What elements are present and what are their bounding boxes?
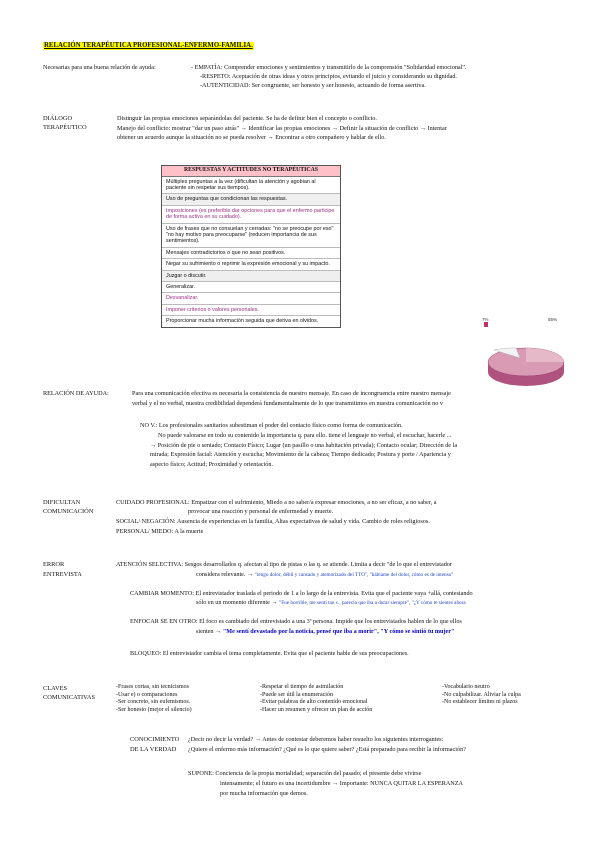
verdad-q1: ¿Decir no decir la verdad? → Antes de contestar deberemos haber resuelto los siguientes interrogantes: bbox=[188, 736, 444, 743]
table-row: Uso de frases que no consuelan y cerradas: "no se preocupe por eso" "no hay motivo para preocuparse" (reducen importancia de sus sentimientos). bbox=[162, 224, 340, 248]
cambiar-momento bbox=[130, 590, 473, 598]
dialogo-line-1: Distinguir las propias emociones separándolas del paciente. Se ha de definir bien el concepto o conflicto. bbox=[117, 115, 377, 122]
prof-head: CUIDADO PROFESIONAL: bbox=[116, 499, 190, 506]
enfocar-quote: "Me sentí devastado por la noticia, pensé que iba a morir", "Y cómo se sintió tu mujer" bbox=[222, 628, 455, 635]
dificultan-label-2: COMUNICACIÓN bbox=[43, 508, 94, 515]
pie-label-a: 7% bbox=[482, 317, 489, 322]
table-row: Generalizar. bbox=[162, 282, 340, 293]
supone-head: SUPONE: bbox=[188, 770, 214, 777]
dificultan-social bbox=[116, 518, 430, 526]
social-head: SOCIAL/ NEGACIÓN: bbox=[116, 518, 176, 525]
verdad-q2: ¿Quiere el enfermo más información? ¿Qué es lo que quiere saber? ¿Está preparado para recibir la información? bbox=[188, 746, 466, 753]
claves-col-1 bbox=[116, 684, 256, 714]
claves-col-3 bbox=[442, 684, 592, 707]
table-header: RESPUESTAS Y ACTITUDES NO TERAPÉUTICAS bbox=[162, 166, 340, 177]
dialogo-label-2: TERAPÉUTICO bbox=[43, 124, 87, 131]
dialogo-label-1: DIÁLOGO bbox=[43, 115, 73, 122]
dificultan-personal bbox=[116, 528, 203, 536]
bloqueo-head: BLOQUEO: bbox=[130, 650, 162, 657]
list-item: -Ser honesto (mejor el silencio) bbox=[116, 706, 192, 713]
table-row: Negar su sufrimiento o reprimir la expresión emocional y su impacto. bbox=[162, 259, 340, 270]
respeto-text: -RESPETO: Aceptación de otras ideas y otros principios, evitando el juicio y considerando su dignidad. bbox=[200, 73, 457, 80]
enfocar-otro bbox=[130, 618, 462, 626]
atencion-text-2: considera relevante. → bbox=[196, 571, 254, 578]
atencion-head: ATENCIÓN SELECTIVA: bbox=[116, 561, 184, 568]
atencion-selectiva bbox=[116, 561, 452, 569]
enfocar-line-2 bbox=[196, 628, 454, 636]
list-item: -Puede ser útil la enumeración bbox=[260, 691, 333, 698]
cambiar-line-2 bbox=[196, 599, 466, 608]
table-row: Desvanalizar. bbox=[162, 293, 340, 304]
ayuda-line-2: verbal y el no verbal, nuestra credibilidad dependerá fundamentalmente de lo que transmitimos en nuestra comunicación no v bbox=[132, 400, 443, 407]
enfocar-head: ENFOCAR SE EN OTRO: bbox=[130, 618, 198, 625]
empatia-text: - EMPATÍA: Comprender emociones y sentimientos y transmitirlo de la comprensión "Solidaridad emocional". bbox=[191, 64, 467, 71]
autenticidad-text: -AUTENTICIDAD: Ser congruente, ser honesto y ser honesto, actuando de forma asertiva. bbox=[200, 82, 426, 89]
pie-slice-medium bbox=[526, 348, 564, 362]
supone-line-1 bbox=[188, 770, 421, 778]
claves-label-2: COMUNICATIVAS bbox=[43, 694, 96, 701]
pie-label-b: 55% bbox=[548, 317, 558, 322]
cambiar-text-2: sólo en un momento diferente → bbox=[196, 599, 278, 606]
supone-text-1: Conciencia de la propia mortalidad; separación del pasado; el presente debe vivirse bbox=[215, 770, 422, 777]
list-item: -No culpabilizar. Aliviar la culpa bbox=[442, 691, 521, 698]
bloqueo bbox=[130, 650, 409, 658]
table-row: Proporcionar mucha información seguida que deriva en olvidos. bbox=[166, 318, 319, 325]
table-row: Imposiciones (es preferible dar opciones para que el enfermo participe de forma activa en su cuidado). bbox=[162, 206, 340, 224]
cambiar-text-1: El entrevistador traslada el periodo de 1 a lo largo de la entrevista. Evita que el paciente vaya +allá, contestando bbox=[195, 590, 473, 597]
table-row: Imponer criterios o valores personales. bbox=[162, 305, 340, 316]
list-item: -Frases cortas, sin tecnicismos bbox=[116, 684, 189, 690]
non-therapeutic-table bbox=[161, 165, 341, 328]
nov-line-3: → Posición de pie o sentado; Contacto Físico; Lugar (un pasillo o una habitación privada); Contacto ocular; Dirección de la bbox=[150, 442, 458, 449]
pie-chart-figure bbox=[464, 314, 574, 394]
atencion-text-1: Sesgos desarrollados q. afectan al tipo de pistas o las q. se atiende. Limita a decir "de lo que el entrevistador bbox=[184, 561, 452, 568]
supone-text-2: intensamente; el futuro es una incertidumbre → Importante: NUNCA QUITAR LA ESPERANZA bbox=[220, 780, 464, 787]
dialogo-line-2: Manejo del conflicto: mostrar "dar un paso atrás" → Identificar las propias emociones → Definir la situación de conflicto → Intentar bbox=[117, 125, 447, 132]
error-label-2: ENTREVISTA bbox=[43, 571, 82, 578]
table-row: Uso de preguntas que condicionan las respuestas. bbox=[162, 194, 340, 205]
prof-text-2: provocar una reacción y personal de enfermedad y muerte. bbox=[188, 508, 334, 515]
dificultan-label-1: DIFICULTAN bbox=[43, 499, 81, 506]
verdad-label-2: DE LA VERDAD bbox=[130, 746, 177, 753]
personal-head: PERSONAL/ MIEDO: bbox=[116, 528, 174, 535]
error-label-1: ERROR bbox=[43, 561, 65, 568]
enfocar-text-1: El foco es cambiado del entrevistado a una 3ª persona. Impide que los entrevistados hablen de lo que ellos bbox=[199, 618, 462, 625]
cambiar-head: CAMBIAR MOMENTO: bbox=[130, 590, 195, 597]
claves-col-2 bbox=[260, 684, 440, 714]
list-item: -Respetar el tiempo de asimilación bbox=[260, 684, 344, 690]
atencion-quote: "tengo dolor, débil y cansado y atemorizado del TTO", "háblame del dolor, cómo es de intenso" bbox=[254, 572, 454, 578]
needs-label: Necesarias para una buena relación de ayuda: bbox=[43, 64, 156, 71]
nov-line-5: aspecto físico; Actitud; Proximidad y orientación. bbox=[150, 461, 274, 468]
list-item: -Vocabulario neutro bbox=[442, 684, 490, 690]
list-item: -Ser concreto, sin eufemismos. bbox=[116, 699, 191, 706]
claves-label-1: CLAVES bbox=[43, 685, 68, 692]
nov-line-2: No puede valorarse en todo su contenido la importancia q. para ello. tiene el lenguaje no verbal, el escuchar, hacerle ... bbox=[158, 432, 452, 439]
bloqueo-text: El entrevistador cambia el tema completamente. Evita que el paciente hable de sus preocupaciones. bbox=[162, 650, 409, 657]
prof-text-1: Empatizar con el sufrimiento, Miedo a no saber/a expresar emociones, a no ser eficaz, a no saber, a bbox=[191, 499, 437, 506]
pie-chart bbox=[484, 322, 564, 386]
enfocar-text-2: sienten → bbox=[196, 628, 222, 635]
list-item: -Usar e) o comparaciones bbox=[116, 691, 178, 698]
ayuda-label: RELACIÓN DE AYUDA: bbox=[43, 390, 109, 397]
dificultan-prof bbox=[116, 499, 437, 507]
page-title: RELACIÓN TERAPÉUTICA PROFESIONAL-ENFERMO-FAMILIA. bbox=[44, 42, 253, 49]
personal-text: A la muerte bbox=[174, 528, 204, 535]
list-item: -Hacer un resumen y ofrecer un plan de acción bbox=[260, 706, 373, 713]
social-text: Ausencia de experiencias en la familia, Altas expectativas de salud y vida. Cambio de roles religiosos. bbox=[176, 518, 430, 525]
table-row: Múltiples preguntas a la vez (dificultan la atención y agobian al paciente sin respetar sus tiempos). bbox=[162, 177, 340, 195]
table-row: Mensajes contradictorios o que no sean positivos. bbox=[162, 248, 340, 259]
list-item: -Evitar palabras de alto contenido emocional bbox=[260, 699, 368, 706]
table-row: Juzgar o discutir. bbox=[162, 271, 340, 282]
cambiar-quote: "Fue horrible, me sentí tan c., parecía que iba a durar siempre", "¿Y cómo te sientes ahora bbox=[279, 600, 466, 606]
list-item: -No establecer límites ni plazos bbox=[442, 699, 518, 706]
verdad-label-1: CONOCIMIENTO bbox=[130, 736, 180, 743]
nov-line-4: mirada; Expresión facial: Atención y escucha; Movimiento de la cabeza; Tiempo dedicado; Postura y porte / Apariencia y bbox=[150, 451, 451, 458]
ayuda-line-1: Para una comunicación efectiva es necesaria la consistencia de nuestro mensaje. En caso de incongruencia entre nuestro mensaje bbox=[132, 390, 451, 397]
supone-text-3: por mucha información que demos. bbox=[220, 790, 308, 797]
nov-line-1: NO V.: Los profesionales sanitarios subestiman el poder del contacto físico como forma de comunicación. bbox=[140, 422, 403, 429]
dialogo-line-3: obtener un acuerdo aunque la situación no se pueda resolver → Encontrar a otro compañero y hablar de ello. bbox=[117, 134, 386, 141]
pie-marker bbox=[484, 322, 488, 327]
atencion-line-2 bbox=[196, 571, 453, 580]
